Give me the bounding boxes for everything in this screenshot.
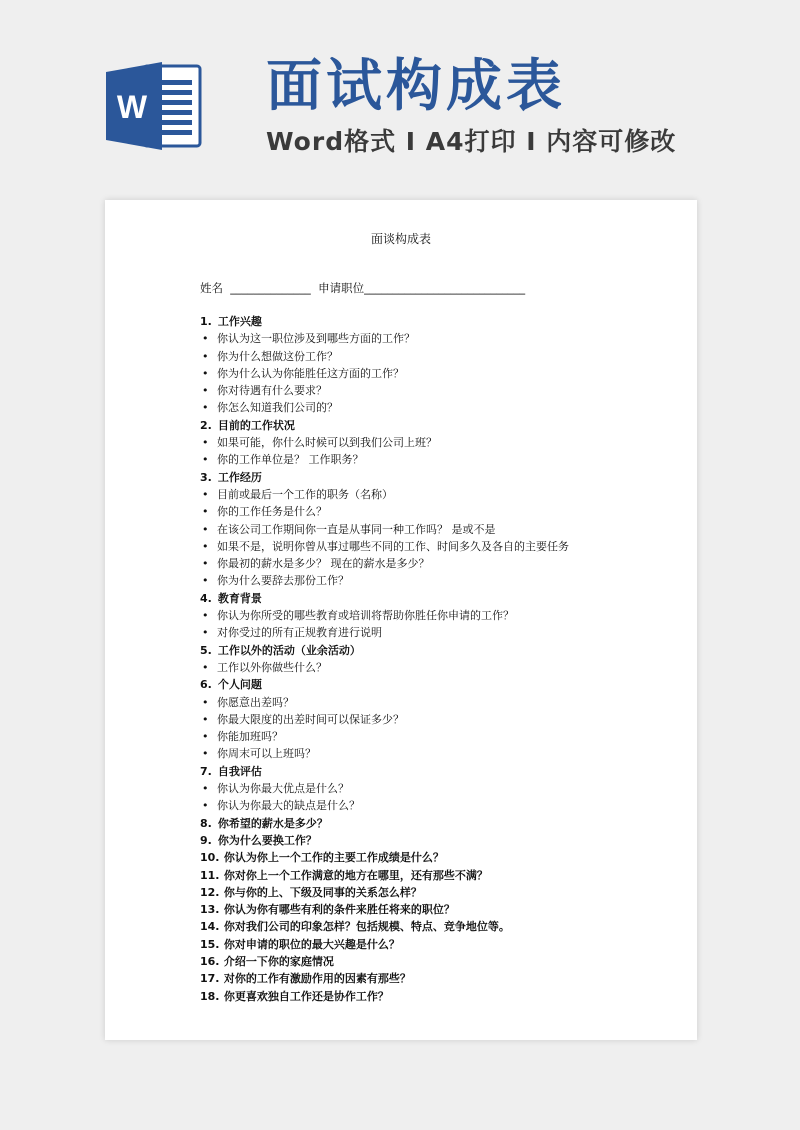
bullet-icon: • <box>202 453 209 467</box>
numbered-item <box>200 313 680 330</box>
item-number: 15. <box>200 937 220 951</box>
item-text: 你希望的薪水是多少？ <box>217 816 328 830</box>
bullet-text: 如果不是，说明你曾从事过哪些不同的工作、时间多久及各自的主要任务 <box>217 539 569 553</box>
bullet-text: 你的工作单位是？ 工作职务？ <box>217 453 364 467</box>
question-list <box>200 313 680 1005</box>
bullet-text: 你的工作任务是什么？ <box>217 505 327 519</box>
numbered-item <box>200 901 680 918</box>
numbered-item <box>200 936 680 953</box>
bullet-text: 你对待遇有什么要求？ <box>217 384 327 398</box>
bullet-icon: • <box>202 557 209 571</box>
word-logo-icon <box>104 60 204 150</box>
bullet-item <box>200 797 680 814</box>
bullet-icon: • <box>202 660 209 674</box>
bullet-text: 如果可能，你什么时候可以到我们公司上班？ <box>217 436 437 450</box>
bullet-item <box>200 538 680 555</box>
bullet-text: 你能加班吗？ <box>217 730 283 744</box>
bullet-icon: • <box>202 401 209 415</box>
bullet-icon: • <box>202 609 209 623</box>
item-number: 7. <box>200 764 212 778</box>
bullet-item <box>200 694 680 711</box>
item-text: 工作兴趣 <box>217 315 262 328</box>
bullet-item <box>200 745 680 762</box>
bullet-item <box>200 503 680 520</box>
bullet-text: 你愿意出差吗？ <box>217 695 294 709</box>
bullet-text: 工作以外你做些什么？ <box>217 660 327 674</box>
bullet-icon: • <box>202 574 209 588</box>
item-number: 2. <box>200 418 212 432</box>
numbered-item <box>200 469 680 486</box>
bullet-item <box>200 365 680 382</box>
applicant-fields: 姓名 ______________ 申请职位____________________________ <box>200 281 526 295</box>
item-number: 8. <box>200 816 212 830</box>
bullet-text: 你认为你最大的缺点是什么？ <box>217 799 360 813</box>
item-text: 你对我们公司的印象怎样？包括规模、特点、竞争地位等。 <box>223 920 510 934</box>
numbered-item <box>200 590 680 607</box>
item-number: 17. <box>200 972 220 986</box>
numbered-item <box>200 417 680 434</box>
bullet-icon: • <box>202 384 209 398</box>
bullet-icon: • <box>202 799 209 813</box>
bullet-item <box>200 330 680 347</box>
bullet-icon: • <box>202 782 209 796</box>
bullet-icon: • <box>202 730 209 744</box>
item-text: 你对申请的职位的最大兴趣是什么？ <box>223 937 400 951</box>
numbered-item <box>200 815 680 832</box>
item-number: 13. <box>200 903 220 917</box>
item-number: 10. <box>200 851 220 865</box>
item-text: 你对你上一个工作满意的地方在哪里，还有那些不满？ <box>223 868 488 882</box>
numbered-item <box>200 849 680 866</box>
bullet-text: 对你受过的所有正规教育进行说明 <box>217 626 382 640</box>
bullet-icon: • <box>202 539 209 553</box>
numbered-item <box>200 953 680 970</box>
item-number: 6. <box>200 678 212 692</box>
numbered-item <box>200 884 680 901</box>
document-title: 面谈构成表 <box>370 232 431 246</box>
document-page <box>105 200 697 1040</box>
item-number: 18. <box>200 989 220 1003</box>
item-number: 14. <box>200 920 220 934</box>
item-number: 4. <box>200 591 212 605</box>
bullet-item <box>200 434 680 451</box>
bullet-item <box>200 399 680 416</box>
item-number: 9. <box>200 833 212 847</box>
bullet-icon: • <box>202 712 209 726</box>
banner-subtitle: Word格式 I A4打印 I 内容可修改 <box>266 127 677 156</box>
item-number: 1. <box>200 315 212 328</box>
bullet-text: 你为什么要辞去那份工作？ <box>217 574 349 588</box>
bullet-item <box>200 624 680 641</box>
bullet-icon: • <box>202 505 209 519</box>
bullet-text: 你周末可以上班吗？ <box>217 747 316 761</box>
item-number: 11. <box>200 868 220 882</box>
bullet-text: 你怎么知道我们公司的？ <box>217 401 338 415</box>
numbered-item <box>200 676 680 693</box>
item-text: 你更喜欢独自工作还是协作工作？ <box>223 989 389 1003</box>
bullet-icon: • <box>202 522 209 536</box>
bullet-icon: • <box>202 349 209 363</box>
item-text: 介绍一下你的家庭情况 <box>223 954 334 968</box>
item-number: 12. <box>200 885 220 899</box>
bullet-item <box>200 607 680 624</box>
item-text: 对你的工作有激励作用的因素有那些？ <box>223 972 411 986</box>
banner-title: 面试构成表 <box>266 54 566 119</box>
numbered-item <box>200 918 680 935</box>
bullet-item <box>200 486 680 503</box>
bullet-item <box>200 521 680 538</box>
bullet-icon: • <box>202 332 209 346</box>
item-text: 你为什么要换工作？ <box>217 833 317 847</box>
bullet-item <box>200 711 680 728</box>
bullet-text: 目前或最后一个工作的职务（名称） <box>217 487 393 501</box>
bullet-text: 你认为你最大优点是什么？ <box>217 782 349 796</box>
bullet-text: 在该公司工作期间你一直是从事同一种工作吗？ 是或不是 <box>217 522 496 536</box>
item-number: 3. <box>200 470 212 484</box>
numbered-item <box>200 642 680 659</box>
bullet-icon: • <box>202 695 209 709</box>
numbered-item <box>200 988 680 1005</box>
numbered-item <box>200 867 680 884</box>
bullet-icon: • <box>202 626 209 640</box>
numbered-item <box>200 832 680 849</box>
item-text: 目前的工作状况 <box>217 418 295 432</box>
item-text: 你认为你有哪些有利的条件来胜任将来的职位？ <box>223 903 455 917</box>
bullet-text: 你认为这一职位涉及到哪些方面的工作？ <box>217 332 415 346</box>
item-text: 教育背景 <box>217 591 262 605</box>
item-text: 自我评估 <box>217 764 262 778</box>
bullet-text: 你为什么想做这份工作？ <box>217 349 338 363</box>
bullet-icon: • <box>202 436 209 450</box>
item-text: 工作以外的活动（业余活动） <box>217 643 361 657</box>
bullet-text: 你为什么认为你能胜任这方面的工作？ <box>217 366 404 380</box>
numbered-item <box>200 763 680 780</box>
bullet-icon: • <box>202 366 209 380</box>
item-number: 5. <box>200 643 212 657</box>
numbered-item <box>200 970 680 987</box>
bullet-text: 你最初的薪水是多少？ 现在的薪水是多少？ <box>217 557 430 571</box>
item-text: 个人问题 <box>217 678 262 692</box>
svg-text:W: W <box>116 89 148 125</box>
bullet-text: 你认为你所受的哪些教育或培训将帮助你胜任你申请的工作？ <box>217 609 514 623</box>
bullet-icon: • <box>202 747 209 761</box>
item-text: 你认为你上一个工作的主要工作成绩是什么？ <box>223 851 444 865</box>
item-text: 你与你的上、下级及同事的关系怎么样？ <box>223 885 422 899</box>
bullet-item <box>200 348 680 365</box>
bullet-item <box>200 659 680 676</box>
item-number: 16. <box>200 954 220 968</box>
bullet-icon: • <box>202 487 209 501</box>
bullet-item <box>200 451 680 468</box>
bullet-item <box>200 572 680 589</box>
item-text: 工作经历 <box>217 470 262 484</box>
bullet-item <box>200 382 680 399</box>
bullet-item <box>200 555 680 572</box>
bullet-item <box>200 780 680 797</box>
bullet-item <box>200 728 680 745</box>
bullet-text: 你最大限度的出差时间可以保证多少？ <box>217 712 404 726</box>
